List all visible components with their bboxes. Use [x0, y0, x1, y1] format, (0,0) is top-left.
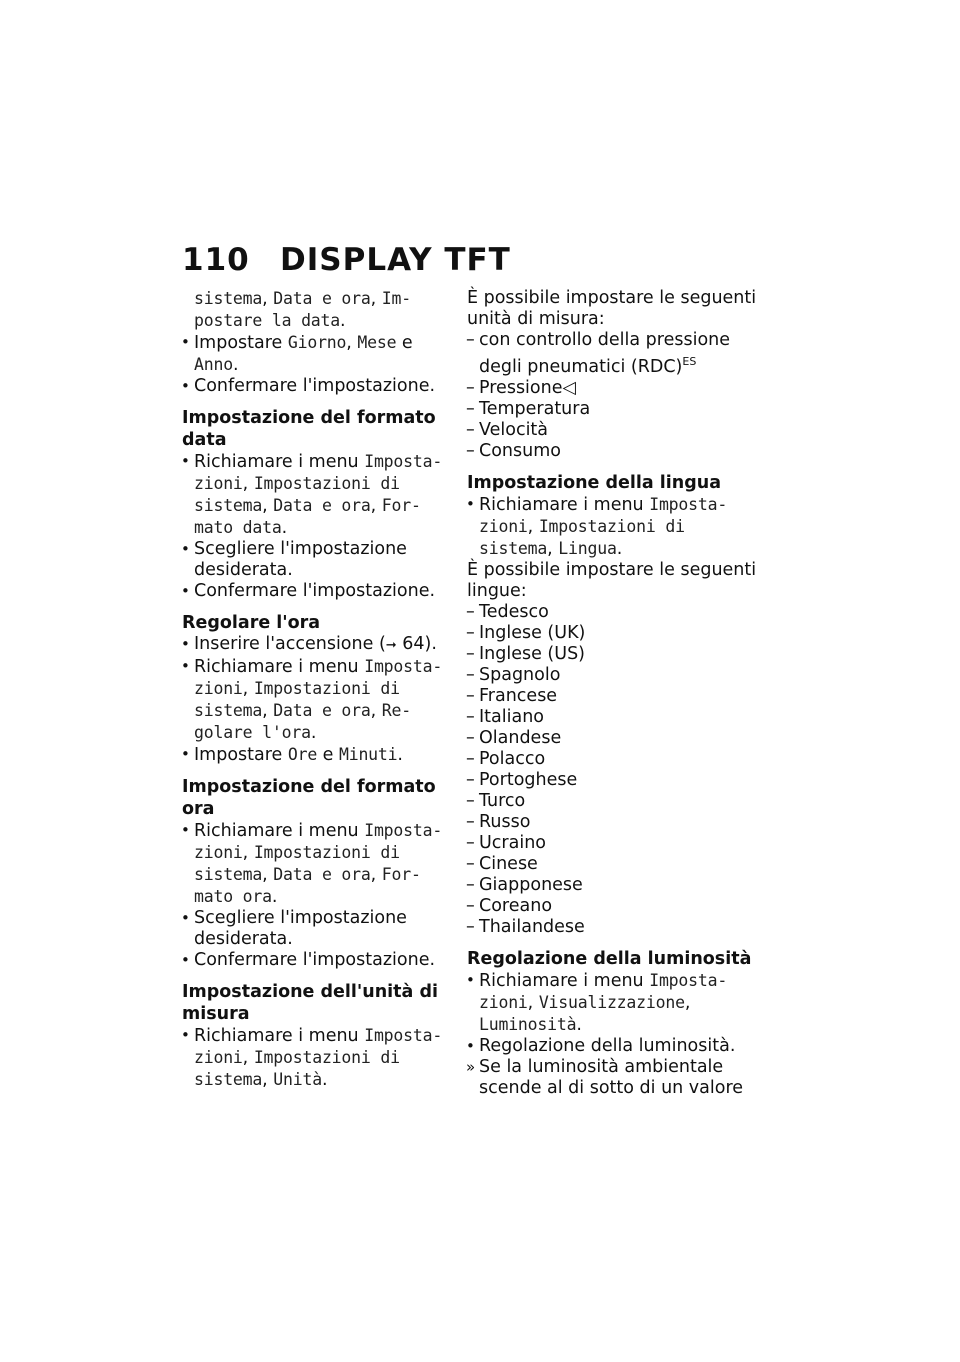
sep: , [370, 289, 382, 309]
menu-ref: Imposta- [364, 452, 443, 471]
menu-ref: Data e ora [273, 496, 371, 515]
sep: , [242, 843, 254, 863]
sep: , [262, 289, 274, 309]
heading-brightness: Regolazione della luminosità [467, 949, 752, 969]
menu-ref: Ore [287, 745, 318, 764]
menu-ref: zioni [479, 517, 528, 536]
sep: , [262, 701, 274, 721]
text: Richiamare i menu [194, 657, 365, 677]
sep: , [346, 333, 358, 353]
menu-ref: Re- [381, 701, 411, 720]
unit-label: Pressione [479, 378, 563, 398]
language-item: – Inglese (UK) [467, 623, 757, 644]
bullet-time-format-menu [182, 820, 454, 908]
bullet-set-day-month-year [182, 332, 454, 376]
languages-intro: È possibile impostare le seguenti lingue: [467, 560, 757, 601]
menu-ref: Impostazioni di [253, 843, 400, 862]
menu-ref: Imposta- [364, 1026, 443, 1045]
language-item: – Turco [467, 791, 757, 812]
heading-time-format: Impostazione del formato ora [182, 777, 436, 819]
menu-ref: sistema [479, 539, 548, 558]
unit-item-pressure [467, 378, 757, 399]
menu-ref: sistema [194, 865, 263, 884]
left-triangle-icon: ◁ [562, 378, 576, 398]
sep: , [262, 1070, 274, 1090]
menu-ref: Lingua [558, 539, 617, 558]
menu-ref: For- [381, 865, 421, 884]
menu-ref: Giorno [287, 333, 347, 352]
menu-ref: Imposta- [649, 495, 728, 514]
left-column [182, 288, 454, 1091]
sep: , [242, 1048, 254, 1068]
menu-ref: sistema [194, 496, 263, 515]
heading-set-time: Regolare l'ora [182, 613, 321, 633]
language-item: – Cinese [467, 854, 757, 875]
continued-menu-path [182, 288, 454, 332]
sep: . [340, 311, 346, 331]
menu-ref: zioni [194, 1048, 243, 1067]
bullet-language-menu [467, 494, 757, 560]
bullet-choose-setting: • Scegliere l'impostazione desiderata. [182, 539, 454, 581]
bullet-ignition [182, 634, 454, 656]
menu-ref: Data e ora [273, 865, 371, 884]
menu-ref: sistema [194, 1070, 263, 1089]
language-list [467, 602, 757, 938]
page-header [182, 240, 511, 280]
language-item: – Giapponese [467, 875, 757, 896]
sep: , [242, 474, 254, 494]
menu-ref: zioni [479, 993, 528, 1012]
menu-ref: Unità [273, 1070, 322, 1089]
menu-ref: sistema [194, 289, 263, 308]
language-item: – Inglese (US) [467, 644, 757, 665]
sep: , [547, 539, 559, 559]
menu-ref: Impostazioni di [538, 517, 685, 536]
menu-ref: golare l'ora [194, 723, 311, 742]
menu-ref: Imposta- [649, 971, 728, 990]
sep: . [310, 723, 317, 743]
heading-unit-setting: Impostazione dell'unità di misura [182, 982, 438, 1024]
sep: , [370, 701, 382, 721]
menu-ref: Mese [357, 333, 397, 352]
menu-ref: Data e ora [273, 701, 371, 720]
heading-language-setting: Impostazione della lingua [467, 473, 722, 493]
bullet-adjust-brightness: • Regolazione della luminosità. [467, 1036, 757, 1057]
menu-ref: Impostazioni di [253, 679, 400, 698]
menu-ref: postare la data [194, 311, 341, 330]
language-item: – Portoghese [467, 770, 757, 791]
heading-date-format: Impostazione del formato data [182, 408, 436, 450]
sep: , [262, 496, 274, 516]
menu-ref: zioni [194, 843, 243, 862]
bullet-set-hours-minutes [182, 744, 454, 766]
menu-ref: Minuti [338, 745, 398, 764]
bullet-confirm: • Confermare l'impostazione. [182, 581, 454, 602]
menu-ref: mato data [194, 518, 282, 537]
menu-ref: zioni [194, 474, 243, 493]
language-item: – Italiano [467, 707, 757, 728]
page-number: 110 [182, 242, 250, 278]
sep: . [271, 887, 278, 907]
menu-ref: Data e ora [273, 289, 371, 308]
sep: . [232, 355, 239, 375]
bullet-brightness-menu [467, 970, 757, 1036]
sep: , [684, 993, 691, 1013]
units-intro: È possibile impostare le seguenti unità di misura: [467, 288, 757, 329]
menu-ref: Impostazioni di [253, 1048, 400, 1067]
text: Richiamare i menu [479, 495, 650, 515]
sep: . [397, 745, 403, 765]
menu-ref: For- [381, 496, 421, 515]
language-item: – Francese [467, 686, 757, 707]
menu-ref: Imposta- [364, 821, 443, 840]
text: Impostare [194, 333, 288, 353]
bullet-confirm: • Confermare l'impostazione. [182, 376, 454, 397]
language-item: – Olandese [467, 728, 757, 749]
language-item: – Thailandese [467, 917, 757, 938]
unit-item-temperature: – Temperatura [467, 399, 757, 420]
sep: , [242, 679, 254, 699]
bullet-choose-setting: • Scegliere l'impostazione desiderata. [182, 908, 454, 950]
text: Inserire l'accensione ( [194, 634, 386, 654]
es-superscript: ES [682, 355, 697, 368]
menu-ref: Im- [381, 289, 411, 308]
unit-item-speed: – Velocità [467, 420, 757, 441]
menu-ref: Luminosità [479, 1015, 577, 1034]
menu-ref: sistema [194, 701, 263, 720]
page-ref-arrow-icon: ➞ [385, 638, 397, 653]
text: Richiamare i menu [194, 452, 365, 472]
language-item: – Tedesco [467, 602, 757, 623]
text: e [396, 333, 413, 353]
bullet-confirm: • Confermare l'impostazione. [182, 950, 454, 971]
unit-item-consumption: – Consumo [467, 441, 757, 462]
text: Richiamare i menu [194, 821, 365, 841]
right-column [467, 288, 757, 1099]
menu-ref: Impostazioni di [253, 474, 400, 493]
sep: . [281, 518, 288, 538]
text: e [317, 745, 339, 765]
result-brightness-note: » Se la luminosità ambientale scende al di sotto di un valore [467, 1057, 757, 1099]
sep: , [527, 993, 539, 1013]
menu-ref: mato ora [194, 887, 272, 906]
menu-ref: Anno [194, 355, 233, 374]
bullet-set-time-menu [182, 656, 454, 744]
text: Impostare [194, 745, 288, 765]
sep: , [527, 517, 539, 537]
page-title: DISPLAY TFT [280, 242, 511, 278]
text: 64). [396, 634, 437, 654]
sep: , [262, 865, 274, 885]
bullet-date-format-menu [182, 451, 454, 539]
text: Richiamare i menu [194, 1026, 365, 1046]
sep: . [576, 1015, 582, 1035]
sep: . [321, 1070, 328, 1090]
sep: , [370, 865, 382, 885]
language-item: – Russo [467, 812, 757, 833]
unit-item-rdc [467, 330, 757, 378]
sep: , [370, 496, 382, 516]
unit-label: con controllo della pressione degli pneumatici (RDC) [479, 330, 731, 377]
bullet-units-menu [182, 1025, 454, 1091]
menu-ref: zioni [194, 679, 243, 698]
language-item: – Polacco [467, 749, 757, 770]
language-item: – Coreano [467, 896, 757, 917]
menu-ref: Imposta- [364, 657, 443, 676]
text: Richiamare i menu [479, 971, 650, 991]
language-item: – Ucraino [467, 833, 757, 854]
sep: . [616, 539, 623, 559]
menu-ref: Visualizzazione [538, 993, 685, 1012]
language-item: – Spagnolo [467, 665, 757, 686]
